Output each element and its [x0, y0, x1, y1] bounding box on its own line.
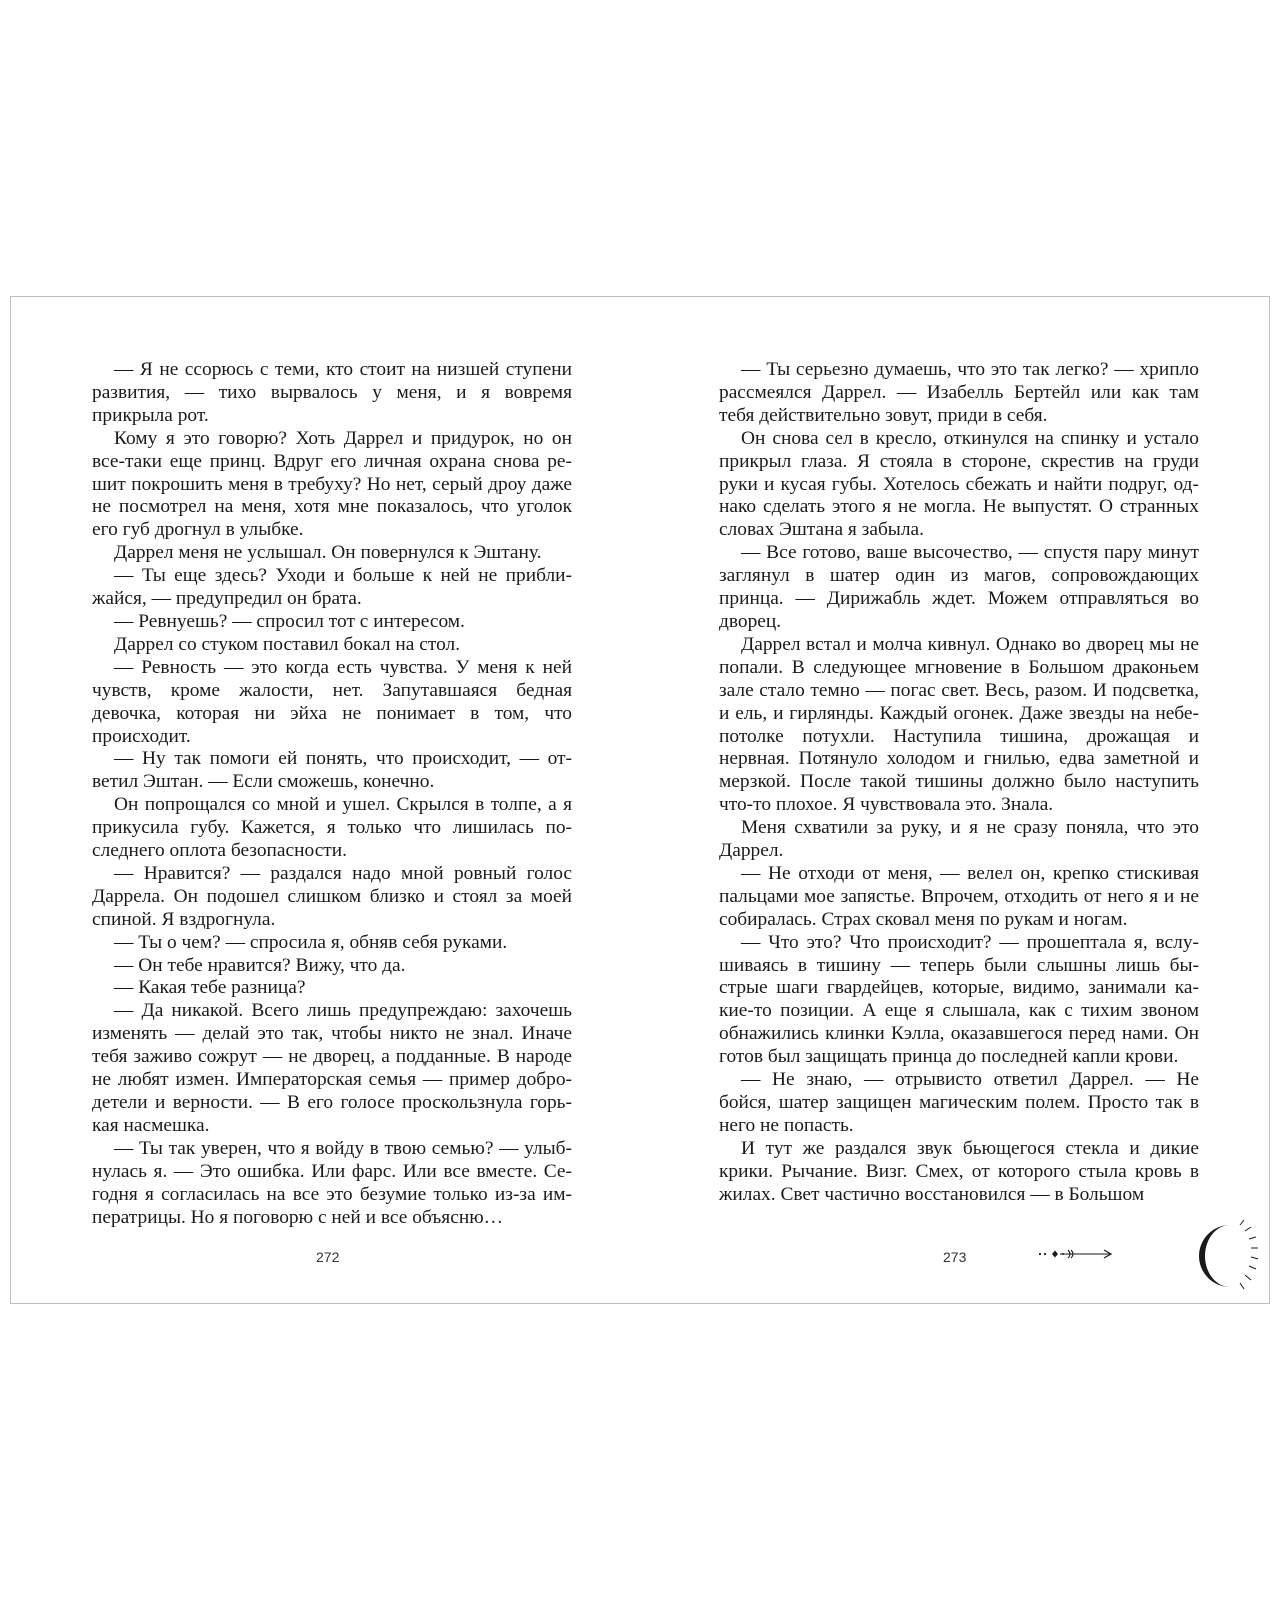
book-spread — [10, 296, 1270, 1304]
paragraph: Он снова сел в кресло, откинулся на спинку и устало прикрыл глаза. Я стояла в стороне, скрестив на груди руки и кусая губы. Хотелось сбежать и найти подруг, однако сделать этого я не могла. Не выпустят. О странных словах Эштана я забыла. — [719, 427, 1199, 541]
paragraph: Кому я это говорю? Хоть Даррел и придурок, но он все-таки еще принц. Вдруг его личная охрана снова решит покрошить меня в требуху? Но нет, серый дроу даже не посмотрел на меня, хотя мне показалось, что уголок его губ дрогнул в улыбке. — [92, 427, 572, 541]
paragraph: — Ревнуешь? — спросил тот с интересом. — [114, 610, 465, 632]
paragraph: Даррел меня не услышал. Он повернулся к Эштану. — [114, 542, 542, 564]
arrow-ornament-icon — [1036, 1245, 1116, 1263]
paragraph: Он попрощался со мной и ушел. Скрылся в толпе, а я прикусила губу. Кажется, я только что лишилась последнего оплота безопасности. — [92, 794, 572, 862]
paragraph: Даррел встал и молча кивнул. Однако во дворец мы не попали. В следующее мгновение в Большом драконьем зале стало темно — погас свет. Весь, разом. И подсветка, и ель, и гирлянды. Каждый огонек. Даже звезды на небе-потолке потухли. Наступила тишина, дрожащая и нервная. Потянуло холодом и гнилью, едва заметной и мерзкой. После такой тишины должно было наступить что-то плохое. Я чувствовала это. Знала. — [719, 633, 1199, 816]
paragraph: — Не знаю, — отрывисто ответил Даррел. — Не бойся, шатер защищен магическим полем. Просто так в него не попасть. — [719, 1069, 1199, 1136]
right-page — [651, 297, 1268, 1303]
crescent-moon-icon — [1196, 1217, 1262, 1295]
paragraph: — Ты серьезно думаешь, что это так легко? — хрипло рассмеялся Даррел. — Изабелль Бертейл или как там тебя действительно зовут, приди в себя. — [719, 359, 1199, 426]
right-page-text — [719, 359, 1199, 1207]
page-number: 272 — [316, 1249, 340, 1265]
paragraph: — Какая тебе разница? — [114, 977, 306, 999]
paragraph: Меня схватили за руку, и я не сразу поняла, что это Даррел. — [719, 817, 1199, 862]
paragraph: — Ты еще здесь? Уходи и больше к ней не приближайся, — предупредил он брата. — [92, 565, 572, 610]
paragraph: — Он тебе нравится? Вижу, что да. — [114, 954, 406, 976]
paragraph: — Ревность — это когда есть чувства. У меня к ней чувств, кроме жалости, нет. Запутавшаяся бедная девочка, которая ни эйха не понимает в том, что происходит. — [92, 656, 572, 747]
paragraph: — Да никакой. Всего лишь предупреждаю: захочешь изменять — делай это так, чтобы никто не знал. Иначе тебя заживо сожрут — не дворец, а подданные. В народе не любят измен. Императорская семья — пример добродетели и верности. — В его голосе проскользнула горькая насмешка. — [92, 1000, 572, 1136]
left-page-text — [92, 359, 572, 1229]
paragraph: — Все готово, ваше высочество, — спустя пару минут заглянул в шатер один из магов, сопровождающих принца. — Дирижабль ждет. Можем отправляться во дворец. — [719, 542, 1199, 632]
page-number: 273 — [943, 1249, 967, 1265]
left-page — [11, 297, 628, 1303]
paragraph: — Ну так помоги ей понять, что происходит, — ответил Эштан. — Если сможешь, конечно. — [92, 748, 572, 793]
paragraph: — Не отходи от меня, — велел он, крепко стискивая пальцами мое запястье. Впрочем, отходить от него я и не собиралась. Страх сковал меня по рукам и ногам. — [719, 862, 1199, 930]
paragraph: — Ты о чем? — спросила я, обняв себя руками. — [114, 931, 508, 953]
paragraph: — Я не ссорюсь с теми, кто стоит на низшей ступени развития, — тихо вырвалось у меня, и я вовремя прикрыла рот. — [92, 359, 572, 426]
paragraph: — Ты так уверен, что я войду в твою семью? — улыбнулась я. — Это ошибка. Или фарс. Или все вместе. Сегодня я согласилась на все это безумие только из-за императрицы. Но я поговорю с ней и все объясню… — [92, 1137, 572, 1228]
paragraph: — Что это? Что происходит? — прошептала я, вслушиваясь в тишину — теперь были слышны лишь быстрые шаги гвардейцев, которые, видимо, занимали какие-то позиции. А еще я слышала, как с тихим звоном обнажились клинки Кэлла, оказавшегося перед нами. Он готов был защищать принца до последней капли крови. — [719, 931, 1199, 1068]
paragraph: И тут же раздался звук бьющегося стекла и дикие крики. Рычание. Визг. Смех, от которого стыла кровь в жилах. Свет частично восстановился — в Большом — [719, 1137, 1199, 1205]
paragraph: — Нравится? — раздался надо мной ровный голос Даррела. Он подошел слишком близко и стоял за моей спиной. Я вздрогнула. — [92, 862, 572, 930]
paragraph: Даррел со стуком поставил бокал на стол. — [114, 633, 461, 655]
